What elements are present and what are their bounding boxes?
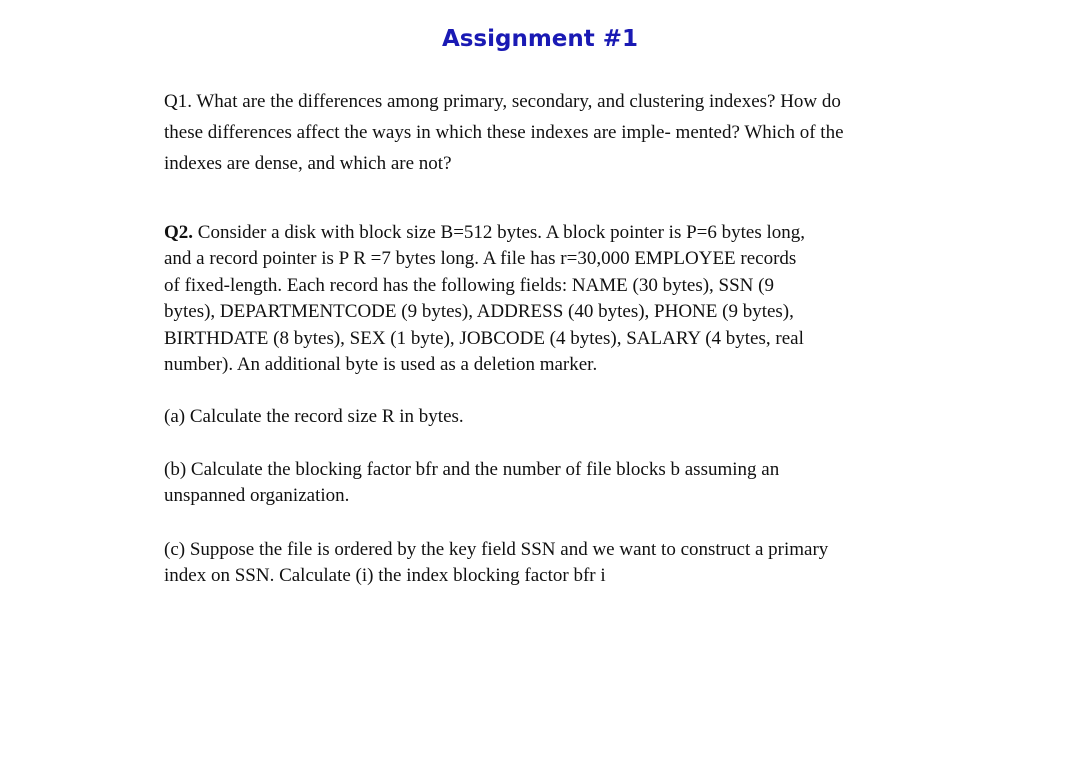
question-2-line: and a record pointer is P R =7 bytes long. A file has r=30,000 EMPLOYEE records (164, 248, 797, 270)
part-c-line: index on SSN. Calculate (i) the index blocking factor bfr i (164, 565, 606, 587)
question-1 (164, 86, 904, 179)
question-2-line: BIRTHDATE (8 bytes), SEX (1 byte), JOBCODE (4 bytes), SALARY (4 bytes, real (164, 327, 804, 349)
question-2-first-line (164, 220, 904, 246)
part-a-line: (a) Calculate the record size R in bytes. (164, 406, 464, 427)
question-2-part-b (164, 457, 904, 510)
part-b-line: unspanned organization. (164, 485, 350, 507)
question-2-label: Q2. (164, 222, 194, 243)
question-2-line: of fixed-length. Each record has the following fields: NAME (30 bytes), SSN (9 (164, 274, 774, 296)
question-2-part-c (164, 537, 904, 590)
question-2-first-line-text: Consider a disk with block size B=512 bytes. A block pointer is P=6 bytes long, (193, 222, 806, 243)
question-1-line: indexes are dense, and which are not? (164, 153, 452, 174)
question-1-line: these differences affect the ways in which these indexes are imple- mented? Which of the (164, 122, 844, 143)
question-2 (164, 220, 904, 378)
question-1-line: Q1. What are the differences among primary, secondary, and clustering indexes? How do (164, 91, 841, 112)
question-2-line: bytes), DEPARTMENTCODE (9 bytes), ADDRESS (40 bytes), PHONE (9 bytes), (164, 301, 794, 323)
question-2-line: number). An additional byte is used as a deletion marker. (164, 354, 598, 376)
page-title: Assignment #1 (441, 26, 639, 52)
part-c-line: (c) Suppose the file is ordered by the key field SSN and we want to construct a primary (164, 539, 829, 560)
part-b-line: (b) Calculate the blocking factor bfr and the number of file blocks b assuming an (164, 459, 780, 480)
question-2-part-a (164, 404, 904, 430)
